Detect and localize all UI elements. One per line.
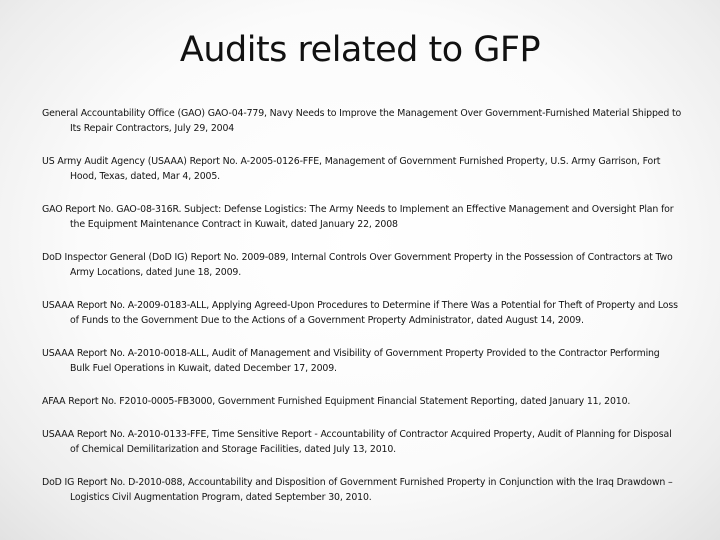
slide-title: Audits related to GFP	[179, 30, 541, 70]
audit-reference-item: DoD Inspector General (DoD IG) Report No. 2009-089, Internal Controls Over Government Property in the Possession of Contractors at Two Army Locations, dated June 18, 2009.	[42, 252, 673, 278]
audit-reference-item: GAO Report No. GAO-08-316R. Subject: Defense Logistics: The Army Needs to Implement an Effective Management and Oversight Plan for the Equipment Maintenance Contract in Kuwait, dated January 22, 2008	[42, 204, 674, 230]
audit-reference-item: USAAA Report No. A-2009-0183-ALL, Applying Agreed-Upon Procedures to Determine if There Was a Potential for Theft of Property and Loss of Funds to the Government Due to the Actions of a Government Property Administrator, dated August 14, 2009.	[42, 300, 678, 326]
audit-reference-item: General Accountability Office (GAO) GAO-04-779, Navy Needs to Improve the Management Over Government-Furnished Material Shipped to Its Repair Contractors, July 29, 2004	[42, 108, 682, 134]
audit-reference-item: USAAA Report No. A-2010-0133-FFE, Time Sensitive Report - Accountability of Contractor Acquired Property, Audit of Planning for Disposal of Chemical Demilitarization and Storage Facilities, dated July 13, 2010.	[42, 429, 672, 455]
audit-reference-item: AFAA Report No. F2010-0005-FB3000, Government Furnished Equipment Financial Statement Reporting, dated January 11, 2010.	[42, 396, 631, 407]
audit-reference-item: USAAA Report No. A-2010-0018-ALL, Audit of Management and Visibility of Government Property Provided to the Contractor Performing Bulk Fuel Operations in Kuwait, dated December 17, 2009.	[42, 348, 660, 374]
audit-reference-item: DoD IG Report No. D-2010-088, Accountability and Disposition of Government Furnished Property in Conjunction with the Iraq Drawdown – Logistics Civil Augmentation Program, dated September 30, 2010.	[42, 477, 673, 503]
audit-reference-item: US Army Audit Agency (USAAA) Report No. A-2005-0126-FFE, Management of Government Furnished Property, U.S. Army Garrison, Fort Hood, Texas, dated, Mar 4, 2005.	[42, 156, 661, 182]
audit-reference-list	[42, 106, 682, 523]
